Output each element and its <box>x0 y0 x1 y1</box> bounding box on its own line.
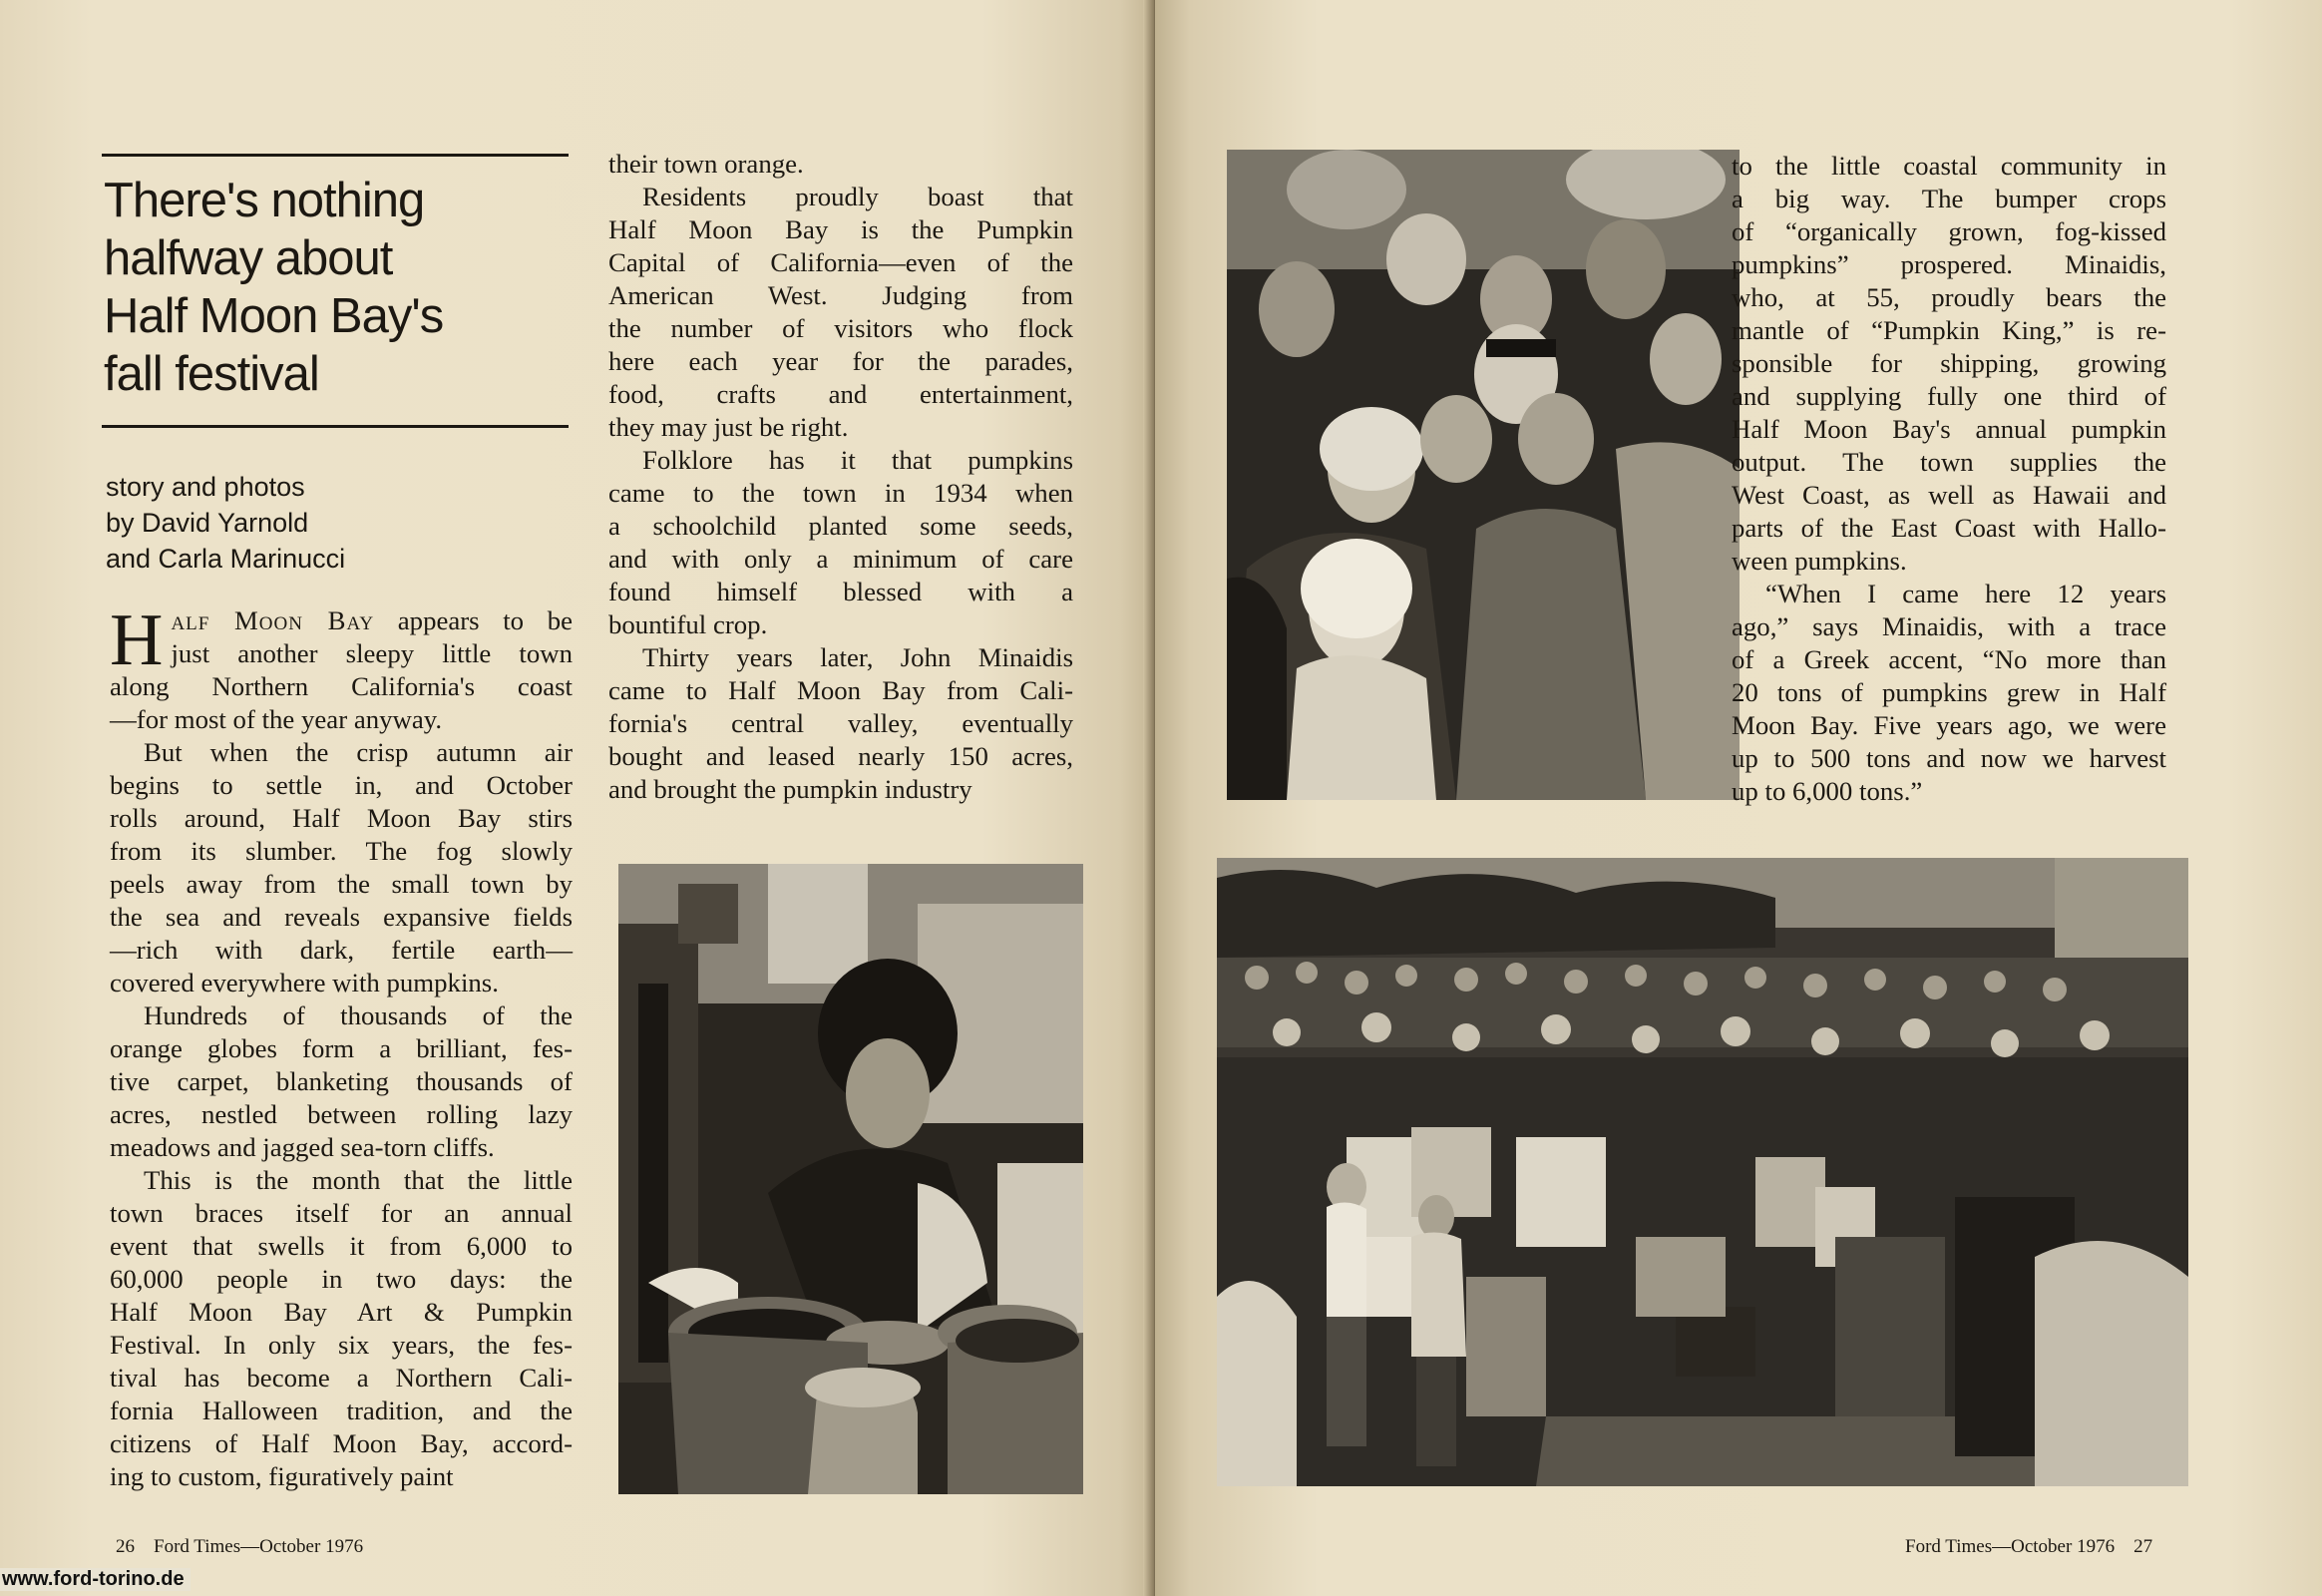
photo-festival-crowd-closeup <box>1227 150 1740 800</box>
text-line: a big way. The bumper crops <box>1732 184 2166 213</box>
text-line: pumpkins” prospered. Minaidis, <box>1732 249 2166 279</box>
text-line: event that swells it from 6,000 to <box>110 1231 573 1261</box>
page-number-left: 26 <box>116 1536 135 1557</box>
text-line: of “organically grown, fog-kissed <box>1732 216 2166 246</box>
text-line: Thirty years later, John Minaidis <box>642 642 1073 672</box>
text-line: up to 500 tons and now we harvest <box>1732 743 2166 773</box>
right-page <box>1155 0 2322 1596</box>
drop-cap: H <box>110 599 164 681</box>
text-line: West Coast, as well as Hawaii and <box>1732 480 2166 510</box>
text-line: Capital of California—even of the <box>608 247 1073 277</box>
photo-festival-crowd-wide <box>1217 858 2188 1486</box>
byline-line: story and photos <box>106 472 305 502</box>
left-footer <box>116 1536 363 1558</box>
headline-line: There's nothing <box>104 174 425 227</box>
text-line: town braces itself for an annual <box>110 1198 573 1228</box>
text-line: Half Moon Bay Art & Pumpkin <box>110 1297 573 1327</box>
text-line: came to the town in 1934 when <box>608 478 1073 508</box>
text-line: fornia Halloween tradition, and the <box>110 1396 573 1425</box>
text-line: ing to custom, figuratively paint <box>110 1461 454 1491</box>
headline-top-rule <box>102 154 569 157</box>
text-line: output. The town supplies the <box>1732 447 2166 477</box>
text-line: from its slumber. The fog slowly <box>110 836 573 866</box>
text-line: along Northern California's coast <box>110 671 573 701</box>
text-line: American West. Judging from <box>608 280 1073 310</box>
text-line: Hundreds of thousands of the <box>144 1000 573 1030</box>
article-column-2 <box>608 148 1073 806</box>
text-line: mantle of “Pumpkin King,” is re- <box>1732 315 2166 345</box>
text-line: Half Moon Bay is the Pumpkin <box>608 214 1073 244</box>
text-line: “When I came here 12 years <box>1765 579 2166 608</box>
text-line: covered everywhere with pumpkins. <box>110 968 499 998</box>
text-line: fornia's central valley, eventually <box>608 708 1073 738</box>
text-line: sponsible for shipping, growing <box>1732 348 2166 378</box>
text-line: This is the month that the little <box>144 1165 573 1195</box>
text-line: Residents proudly boast that <box>642 182 1073 211</box>
text-line: ween pumpkins. <box>1732 546 1907 576</box>
article-paragraph-1 <box>110 599 573 736</box>
text-line: here each year for the parades, <box>608 346 1073 376</box>
article-column-3 <box>1732 150 2166 808</box>
byline-line: by David Yarnold <box>106 508 309 538</box>
headline <box>104 172 582 403</box>
right-footer <box>1905 1536 2152 1558</box>
text-line: up to 6,000 tons.” <box>1732 776 1923 806</box>
byline-line: and Carla Marinucci <box>106 544 346 574</box>
text-line: appears to be <box>374 605 573 635</box>
text-line: and with only a minimum of care <box>608 544 1073 574</box>
text-line: Folklore has it that pumpkins <box>642 445 1073 475</box>
text-line: found himself blessed with a <box>608 577 1073 606</box>
text-line: food, crafts and entertainment, <box>608 379 1073 409</box>
text-line: parts of the East Coast with Hallo- <box>1732 513 2166 543</box>
text-line: Festival. In only six years, the fes- <box>110 1330 573 1360</box>
text-line: bountiful crop. <box>608 609 768 639</box>
text-line: the number of visitors who flock <box>608 313 1073 343</box>
photo-potter-bowls <box>618 864 1083 1494</box>
text-line: to the little coastal community in <box>1732 151 2166 181</box>
text-line: begins to settle in, and October <box>110 770 573 800</box>
text-line: 60,000 people in two days: the <box>110 1264 573 1294</box>
article-column-1 <box>110 599 573 1493</box>
byline <box>106 469 565 577</box>
text-line: 20 tons of pumpkins grew in Half <box>1732 677 2166 707</box>
text-line: a schoolchild planted some seeds, <box>608 511 1073 541</box>
footer-publication-right: Ford Times—October 1976 <box>1905 1536 2116 1557</box>
text-line: bought and leased nearly 150 acres, <box>608 741 1073 771</box>
text-line: ago,” says Minaidis, with a trace <box>1732 611 2166 641</box>
text-line: and brought the pumpkin industry <box>608 774 972 804</box>
text-line: the sea and reveals expansive fields <box>110 902 573 932</box>
text-line: But when the crisp autumn air <box>144 737 573 767</box>
text-line: tival has become a Northern Cali- <box>110 1363 573 1393</box>
text-line: of a Greek accent, “No more than <box>1732 644 2166 674</box>
text-line: peels away from the small town by <box>110 869 573 899</box>
text-line: orange globes form a brilliant, fes- <box>110 1033 573 1063</box>
text-line: citizens of Half Moon Bay, accord- <box>110 1428 573 1458</box>
page-number-right: 27 <box>2133 1536 2153 1557</box>
watermark-url: www.ford-torino.de <box>0 1568 191 1591</box>
text-line: who, at 55, proudly bears the <box>1732 282 2166 312</box>
text-line: —for most of the year anyway. <box>110 704 443 734</box>
text-line: Half Moon Bay's annual pumpkin <box>1732 414 2166 444</box>
text-line: just another sleepy little town <box>171 638 573 668</box>
text-line: acres, nestled between rolling lazy <box>110 1099 573 1129</box>
left-page <box>0 0 1155 1596</box>
text-line: their town orange. <box>608 149 804 179</box>
text-line: Moon Bay. Five years ago, we were <box>1732 710 2166 740</box>
text-line: tive carpet, blanketing thousands of <box>110 1066 573 1096</box>
footer-publication-left: Ford Times—October 1976 <box>154 1536 364 1557</box>
text-line: —rich with dark, fertile earth— <box>110 935 573 965</box>
text-line: rolls around, Half Moon Bay stirs <box>110 803 573 833</box>
text-line: came to Half Moon Bay from Cali- <box>608 675 1073 705</box>
text-line: they may just be right. <box>608 412 849 442</box>
headline-line: fall festival <box>104 347 319 401</box>
headline-bottom-rule <box>102 425 569 428</box>
text-line: and supplying fully one third of <box>1732 381 2166 411</box>
opening-smallcaps: alf Moon Bay <box>171 605 375 635</box>
headline-line: halfway about <box>104 231 393 285</box>
headline-line: Half Moon Bay's <box>104 289 444 343</box>
text-line: meadows and jagged sea-torn cliffs. <box>110 1132 495 1162</box>
